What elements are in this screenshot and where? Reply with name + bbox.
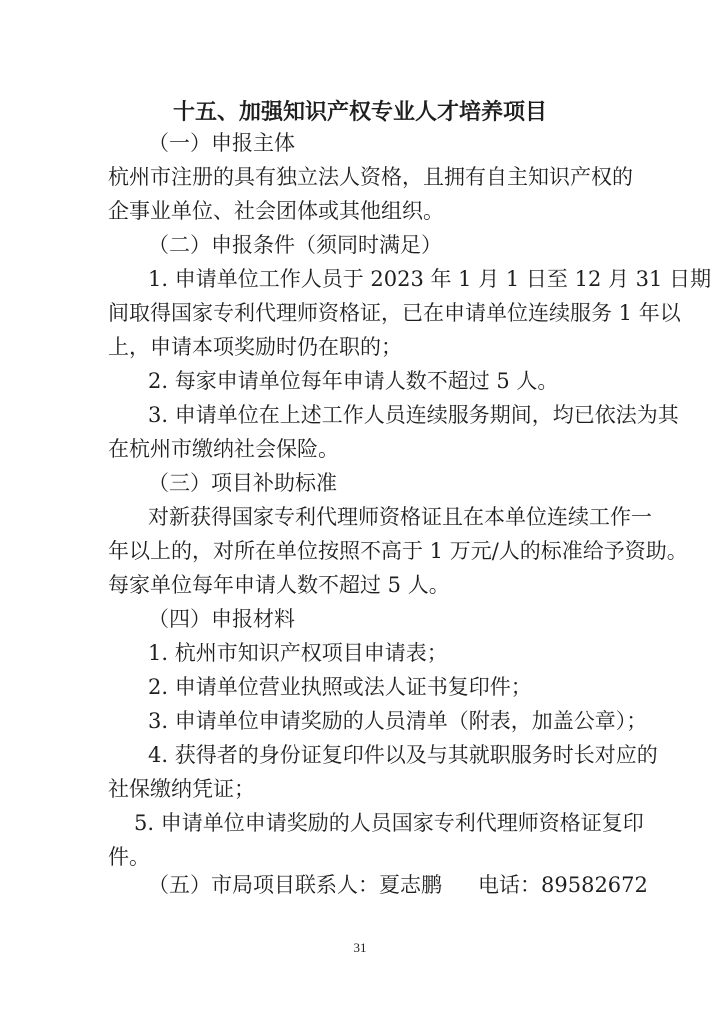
contact-phone: 电话：89582672 bbox=[478, 873, 648, 897]
section-5-contact bbox=[148, 870, 648, 900]
page-number: 31 bbox=[353, 940, 367, 955]
paragraph-line: 间取得国家专利代理师资格证，已在申请单位连续服务 1 年以 bbox=[108, 301, 681, 325]
paragraph-line: 3. 申请单位在上述工作人员连续服务期间，均已依法为其 bbox=[148, 403, 679, 427]
section-4-heading: （四）申报材料 bbox=[148, 607, 295, 631]
section-3-heading: （三）项目补助标准 bbox=[148, 471, 337, 495]
list-item: 1. 杭州市知识产权项目申请表； bbox=[148, 641, 448, 665]
list-item: 2. 申请单位营业执照或法人证书复印件； bbox=[148, 675, 532, 699]
paragraph-line: 年以上的，对所在单位按照不高于 1 万元/人的标准给予资助。 bbox=[108, 539, 688, 563]
list-item-continuation: 件。 bbox=[108, 845, 150, 869]
section-2-heading: （二）申报条件（须同时满足） bbox=[148, 233, 442, 257]
paragraph-line: 企事业单位、社会团体或其他组织。 bbox=[108, 199, 444, 223]
paragraph-line: 2. 每家申请单位每年申请人数不超过 5 人。 bbox=[148, 369, 559, 393]
paragraph-line: 对新获得国家专利代理师资格证且在本单位连续工作一 bbox=[148, 505, 652, 529]
section-1-heading: （一）申报主体 bbox=[148, 131, 295, 155]
list-item: 3. 申请单位申请奖励的人员清单（附表，加盖公章）； bbox=[148, 709, 648, 733]
paragraph-line: 在杭州市缴纳社会保险。 bbox=[108, 437, 339, 461]
paragraph-line: 杭州市注册的具有独立法人资格，且拥有自主知识产权的 bbox=[108, 165, 633, 189]
list-item: 5. 申请单位申请奖励的人员国家专利代理师资格证复印 bbox=[134, 811, 644, 835]
page-title: 十五、加强知识产权专业人才培养项目 bbox=[172, 100, 547, 125]
contact-person: （五）市局项目联系人：夏志鹏 bbox=[148, 873, 442, 897]
list-item: 4. 获得者的身份证复印件以及与其就职服务时长对应的 bbox=[148, 743, 658, 767]
list-item-continuation: 社保缴纳凭证； bbox=[108, 777, 255, 801]
paragraph-line: 上，申请本项奖励时仍在职的； bbox=[108, 335, 402, 359]
paragraph-line: 1. 申请单位工作人员于 2023 年 1 月 1 日至 12 月 31 日期 bbox=[148, 267, 712, 291]
paragraph-line: 每家单位每年申请人数不超过 5 人。 bbox=[108, 573, 450, 597]
